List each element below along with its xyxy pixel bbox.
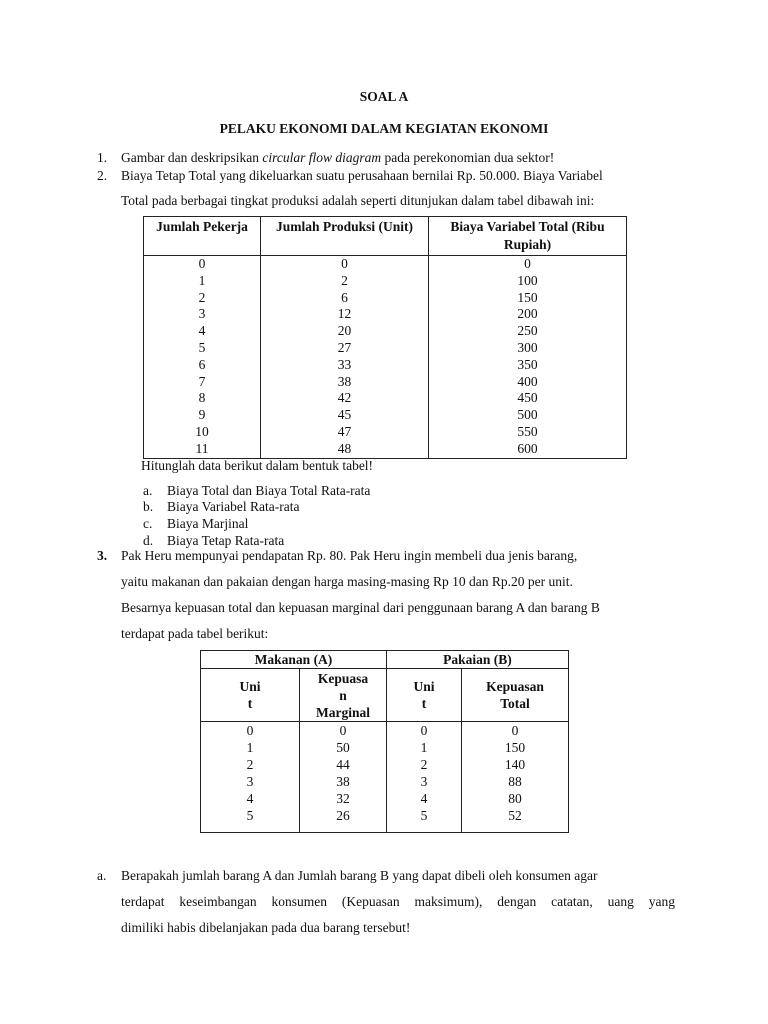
question-2-item-letter: c. <box>143 516 153 531</box>
cost-table-row <box>144 374 627 391</box>
header-kep-a-line-2: n <box>339 687 347 703</box>
cell-unit-b: 0 <box>387 722 462 740</box>
cell-produksi: 2 <box>261 273 429 290</box>
question-1-number: 1. <box>97 150 108 165</box>
question-2-instruction: Hitunglah data berikut dalam bentuk tabel! <box>141 458 374 473</box>
cost-table-row <box>144 306 627 323</box>
header-jumlah-produksi: Jumlah Produksi (Unit) <box>261 217 429 256</box>
header-unit-a-line-1: Uni <box>239 679 261 694</box>
question-2-line-1: Biaya Tetap Total yang dikeluarkan suatu perusahaan bernilai Rp. 50.000. Biaya Variabel <box>121 168 603 183</box>
question-a-line-3: dimiliki habis dibelanjakan pada dua barang tersebut! <box>121 920 411 935</box>
cell-kepuasan-b: 52 <box>462 807 569 833</box>
question-1-text-after: pada perekonomian dua sektor! <box>381 150 555 165</box>
cell-biaya: 450 <box>429 390 627 407</box>
cell-produksi: 38 <box>261 374 429 391</box>
cell-unit-b: 4 <box>387 790 462 807</box>
cell-unit-b: 3 <box>387 773 462 790</box>
satisfaction-table-row <box>201 807 569 833</box>
cell-kepuasan-b: 80 <box>462 790 569 807</box>
header-unit-a <box>201 669 300 722</box>
cell-pekerja: 9 <box>144 407 261 424</box>
header-kepuasan-marginal-a <box>300 669 387 722</box>
cell-produksi: 48 <box>261 441 429 458</box>
header-unit-b-line-2: t <box>421 696 427 711</box>
cell-biaya: 150 <box>429 290 627 307</box>
cost-table-row <box>144 256 627 273</box>
question-2-number: 2. <box>97 168 108 183</box>
satisfaction-table-group-row <box>201 651 569 669</box>
cost-table <box>143 216 627 459</box>
question-3-number: 3. <box>97 548 108 563</box>
cell-pekerja: 7 <box>144 374 261 391</box>
cost-table-row <box>144 407 627 424</box>
cell-biaya: 500 <box>429 407 627 424</box>
page-subtitle: PELAKU EKONOMI DALAM KEGIATAN EKONOMI <box>219 121 549 136</box>
cell-produksi: 0 <box>261 256 429 273</box>
cell-biaya: 600 <box>429 441 627 458</box>
cell-pekerja: 1 <box>144 273 261 290</box>
cell-pekerja: 3 <box>144 306 261 323</box>
question-a-line-2: terdapat keseimbangan konsumen (Kepuasan maksimum), dengan catatan, uang yang <box>121 894 675 909</box>
cell-unit-b: 2 <box>387 756 462 773</box>
cell-biaya: 400 <box>429 374 627 391</box>
satisfaction-table-row <box>201 756 569 773</box>
satisfaction-table-row <box>201 790 569 807</box>
cell-produksi: 45 <box>261 407 429 424</box>
cell-produksi: 27 <box>261 340 429 357</box>
cell-kepuasan-a: 44 <box>300 756 387 773</box>
cell-pekerja: 11 <box>144 441 261 458</box>
question-a-line-1: Berapakah jumlah barang A dan Jumlah barang B yang dapat dibeli oleh konsumen agar <box>121 868 598 883</box>
question-a-letter: a. <box>97 868 107 883</box>
question-3-line-1: Pak Heru mempunyai pendapatan Rp. 80. Pak Heru ingin membeli dua jenis barang, <box>121 548 578 563</box>
question-1-text-italic: circular flow diagram <box>262 150 382 165</box>
cell-unit-a: 3 <box>201 773 300 790</box>
cell-kepuasan-a: 32 <box>300 790 387 807</box>
question-1-text-before: Gambar dan deskripsikan <box>121 150 263 165</box>
cell-biaya: 200 <box>429 306 627 323</box>
cost-table-row <box>144 357 627 374</box>
cost-table-row <box>144 390 627 407</box>
header-kep-b-line-2: Total <box>500 696 530 711</box>
question-3-line-3: Besarnya kepuasan total dan kepuasan marginal dari penggunaan barang A dan barang B <box>121 600 600 615</box>
cell-produksi: 42 <box>261 390 429 407</box>
satisfaction-table-sub-row <box>201 669 569 722</box>
question-2-item-letter: b. <box>143 499 154 514</box>
question-2-item-text: Biaya Marjinal <box>167 516 249 531</box>
satisfaction-table-row <box>201 739 569 756</box>
header-unit-b-line-1: Uni <box>413 679 435 694</box>
cell-biaya: 300 <box>429 340 627 357</box>
cell-unit-a: 0 <box>201 722 300 740</box>
question-3-line-2: yaitu makanan dan pakaian dengan harga masing-masing Rp 10 dan Rp.20 per unit. <box>121 574 573 589</box>
header-kep-a-line-3: Marginal <box>316 704 370 720</box>
cell-kepuasan-a: 0 <box>300 722 387 740</box>
header-jumlah-pekerja: Jumlah Pekerja <box>144 217 261 256</box>
page-title: SOAL A <box>359 89 409 104</box>
cell-unit-a: 2 <box>201 756 300 773</box>
header-unit-a-line-2: t <box>247 696 253 711</box>
cell-pekerja: 5 <box>144 340 261 357</box>
question-2-item-text: Biaya Tetap Rata-rata <box>167 533 285 548</box>
cell-unit-a: 4 <box>201 790 300 807</box>
cell-biaya: 100 <box>429 273 627 290</box>
cell-pekerja: 6 <box>144 357 261 374</box>
cell-kepuasan-b: 0 <box>462 722 569 740</box>
cost-table-row <box>144 340 627 357</box>
cell-pekerja: 10 <box>144 424 261 441</box>
question-2-item-letter: a. <box>143 483 153 498</box>
header-kep-a-line-1: Kepuasa <box>317 670 369 686</box>
cell-produksi: 6 <box>261 290 429 307</box>
question-3-line-4: terdapat pada tabel berikut: <box>121 626 269 641</box>
satisfaction-table-body <box>201 722 569 833</box>
cell-kepuasan-b: 140 <box>462 756 569 773</box>
cell-pekerja: 0 <box>144 256 261 273</box>
cost-table-body <box>144 256 627 459</box>
cell-produksi: 33 <box>261 357 429 374</box>
satisfaction-table <box>200 650 569 833</box>
question-2-item-letter: d. <box>143 533 154 548</box>
cell-kepuasan-b: 88 <box>462 773 569 790</box>
cell-unit-a: 5 <box>201 807 300 833</box>
cell-pekerja: 8 <box>144 390 261 407</box>
cost-table-row <box>144 424 627 441</box>
cell-produksi: 12 <box>261 306 429 323</box>
header-biaya-variabel: Biaya Variabel Total (Ribu Rupiah) <box>429 217 627 256</box>
cell-unit-b: 1 <box>387 739 462 756</box>
question-2-line-2: Total pada berbagai tingkat produksi adalah seperti ditunjukan dalam tabel dibawah ini: <box>121 193 595 208</box>
cost-table-row <box>144 273 627 290</box>
header-kepuasan-total-b <box>462 669 569 722</box>
cost-table-row <box>144 323 627 340</box>
cell-kepuasan-a: 50 <box>300 739 387 756</box>
cell-produksi: 47 <box>261 424 429 441</box>
header-pakaian: Pakaian (B) <box>387 651 569 669</box>
header-kep-b-line-1: Kepuasan <box>486 679 544 694</box>
cost-table-row <box>144 441 627 458</box>
header-unit-b <box>387 669 462 722</box>
cell-kepuasan-a: 26 <box>300 807 387 833</box>
cell-biaya: 550 <box>429 424 627 441</box>
satisfaction-table-row <box>201 722 569 740</box>
question-2-item-text: Biaya Variabel Rata-rata <box>167 499 300 514</box>
cell-kepuasan-a: 38 <box>300 773 387 790</box>
header-makanan: Makanan (A) <box>201 651 387 669</box>
cell-biaya: 0 <box>429 256 627 273</box>
cell-pekerja: 2 <box>144 290 261 307</box>
cell-kepuasan-b: 150 <box>462 739 569 756</box>
cell-unit-b: 5 <box>387 807 462 833</box>
cell-unit-a: 1 <box>201 739 300 756</box>
cost-table-header-row <box>144 217 627 256</box>
cost-table-row <box>144 290 627 307</box>
satisfaction-table-row <box>201 773 569 790</box>
cell-biaya: 350 <box>429 357 627 374</box>
cell-produksi: 20 <box>261 323 429 340</box>
cell-biaya: 250 <box>429 323 627 340</box>
cell-pekerja: 4 <box>144 323 261 340</box>
question-1-text <box>121 150 554 166</box>
question-2-item-text: Biaya Total dan Biaya Total Rata-rata <box>167 483 371 498</box>
